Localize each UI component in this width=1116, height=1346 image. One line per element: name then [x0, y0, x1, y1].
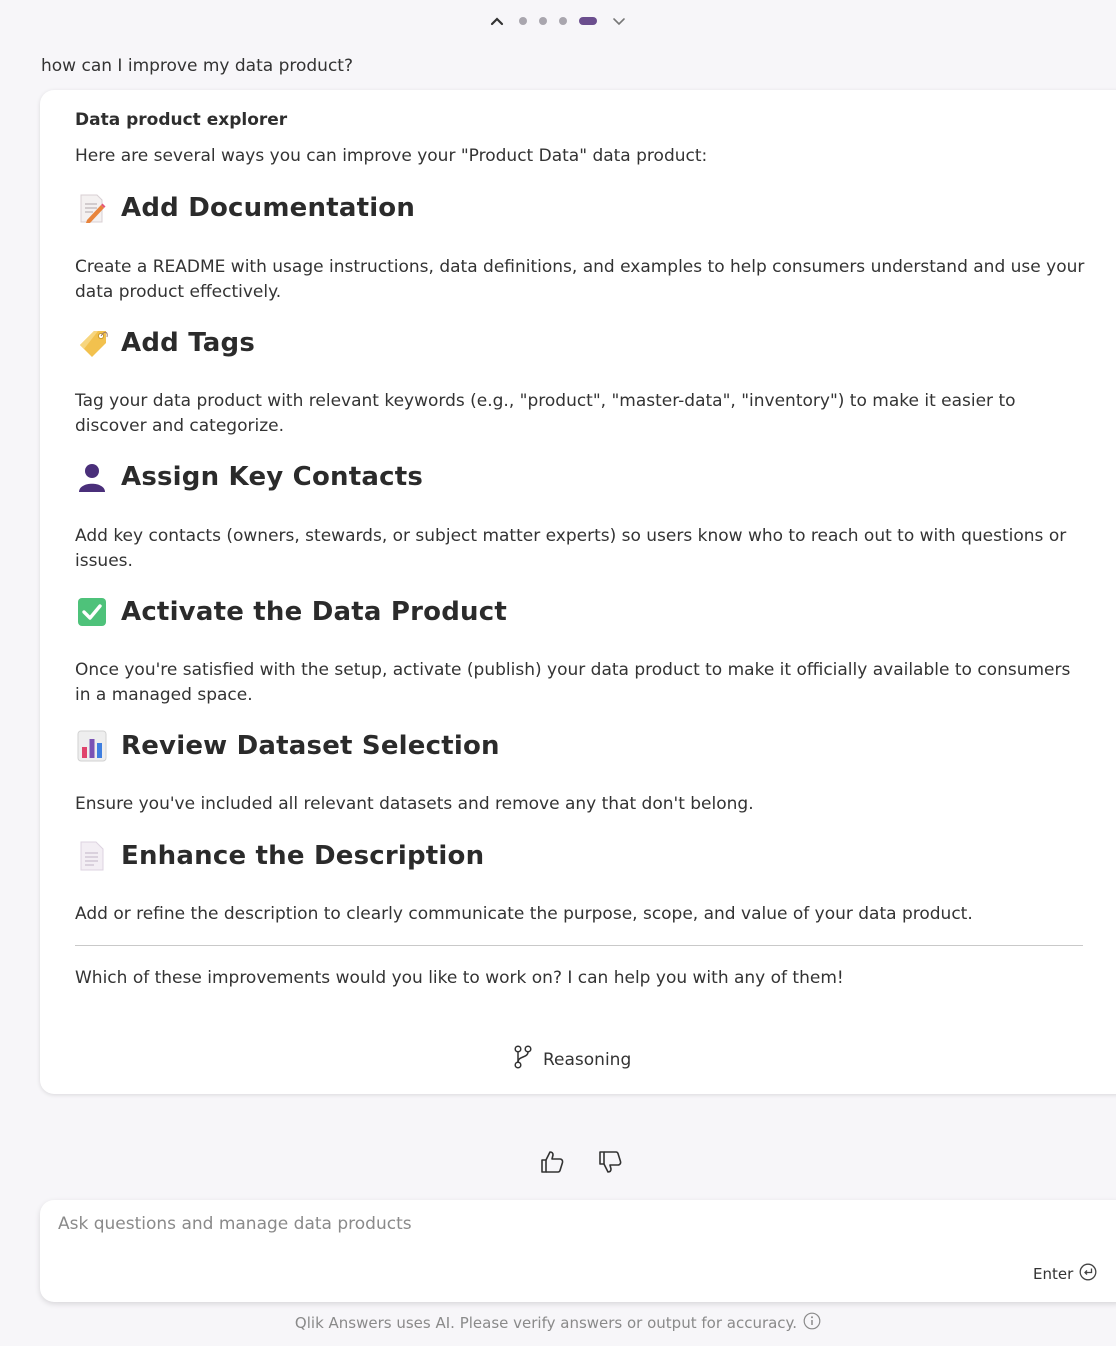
page-document-icon: [77, 840, 111, 872]
enter-button[interactable]: [1033, 1263, 1097, 1285]
section-body: Add key contacts (owners, stewards, or subject matter experts) so users know who to reach out to with questions or issues.: [75, 526, 1067, 571]
section-heading-contacts: [77, 461, 423, 493]
section-title: Enhance the Description: [121, 841, 485, 871]
section-title: Add Documentation: [121, 193, 416, 223]
pager-dot[interactable]: [519, 17, 527, 25]
thumbs-down-icon[interactable]: [596, 1148, 624, 1176]
section-heading-activate: [77, 596, 507, 628]
section-title: Review Dataset Selection: [121, 731, 500, 761]
tag-icon: [77, 327, 111, 359]
chevron-down-icon[interactable]: [609, 11, 629, 31]
section-title: Activate the Data Product: [121, 597, 507, 627]
section-body: Once you're satisfied with the setup, activate (publish) your data product to make it officially available to consumers in a managed space.: [75, 660, 1071, 705]
agent-name: Data product explorer: [75, 110, 288, 130]
section-title: Add Tags: [121, 328, 256, 358]
reasoning-button[interactable]: [513, 1045, 631, 1074]
section-body: Ensure you've included all relevant datasets and remove any that don't belong.: [75, 794, 754, 814]
section-heading-documentation: [77, 192, 415, 224]
enter-label: Enter: [1033, 1265, 1074, 1283]
chevron-up-icon[interactable]: [487, 11, 507, 31]
section-body: Create a README with usage instructions, data definitions, and examples to help consumers understand and use your data product effectively.: [75, 257, 1085, 302]
feedback-controls: [538, 1148, 624, 1176]
section-title: Assign Key Contacts: [121, 462, 424, 492]
answer-closing: Which of these improvements would you like to work on? I can help you with any of them!: [75, 968, 844, 988]
answer-card: [40, 90, 1116, 1094]
thumbs-up-icon[interactable]: [538, 1148, 566, 1176]
memo-pencil-icon: [77, 192, 111, 224]
check-box-icon: [77, 596, 111, 628]
question-input[interactable]: [58, 1210, 1018, 1238]
pager-dot[interactable]: [559, 17, 567, 25]
answer-intro: Here are several ways you can improve your "Product Data" data product:: [75, 146, 708, 166]
enter-icon: [1079, 1263, 1097, 1285]
section-body: Add or refine the description to clearly communicate the purpose, scope, and value of your data product.: [75, 904, 973, 924]
branch-icon: [513, 1045, 533, 1074]
divider: [75, 945, 1083, 946]
question-composer: [40, 1200, 1116, 1302]
info-icon[interactable]: [803, 1312, 821, 1334]
section-heading-description: [77, 840, 484, 872]
pager-dot[interactable]: [539, 17, 547, 25]
reasoning-label: Reasoning: [543, 1049, 632, 1070]
pager-dot-active[interactable]: [579, 17, 597, 25]
section-body: Tag your data product with relevant keywords (e.g., "product", "master-data", "inventory") to make it easier to discover and categorize.: [75, 391, 1016, 436]
disclaimer-text: Qlik Answers uses AI. Please verify answers or output for accuracy.: [294, 1314, 798, 1332]
person-silhouette-icon: [77, 461, 111, 493]
section-heading-datasets: [77, 730, 500, 762]
ai-disclaimer: [0, 1312, 1116, 1334]
message-pager: [0, 10, 1116, 32]
bar-chart-icon: [77, 730, 111, 762]
section-heading-tags: [77, 327, 255, 359]
user-question: how can I improve my data product?: [41, 56, 353, 76]
